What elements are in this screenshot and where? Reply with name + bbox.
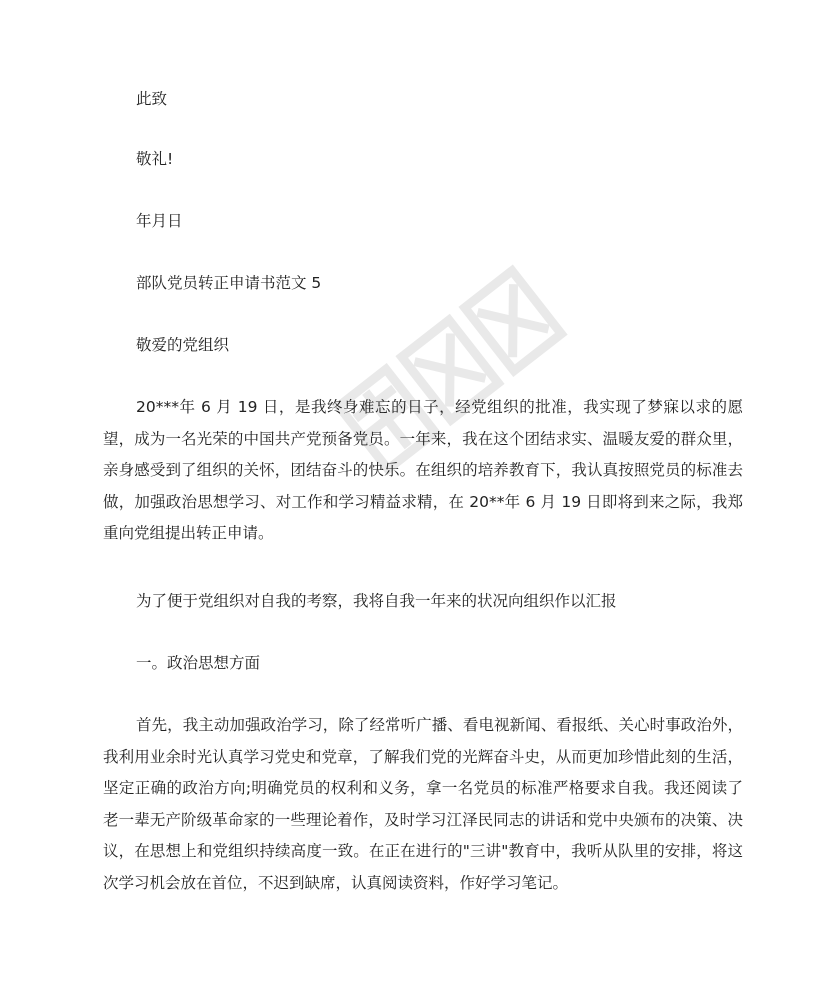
salute-text: 敬礼! bbox=[136, 150, 174, 168]
document-title: 部队党员转正申请书范文 5 bbox=[136, 274, 322, 292]
paragraph-2: 为了便于党组织对自我的考察，我将自我一年来的状况向组织作以汇报 bbox=[136, 592, 617, 610]
section-1-heading: 一。政治思想方面 bbox=[136, 654, 261, 672]
paragraph-3: 首先，我主动加强政治学习，除了经常听广播、看电视新闻、看报纸、关心时事政治外，我利用业余时光认真学习党史和党章，了解我们党的光辉奋斗史，从而更加珍惜此刻的生活，坚定正确的政治方向;明确党员的权利和义务，拿一名党员的标准严格要求自我。我还阅读了老一辈无产阶级革命家的一些理论着作，及时学习江泽民同志的讲话和党中央颁布的决策、决议，在思想上和党组织持续高度一致。在正在进行的"三讲"教育中，我听从队里的安排，将这次学习机会放在首位，不迟到缺席，认真阅读资料，作好学习笔记。 bbox=[103, 716, 743, 892]
paragraph-1: 20***年 6 月 19 日，是我终身难忘的日子，经党组织的批准，我实现了梦寐以求的愿望，成为一名光荣的中国共产党预备党员。一年来，我在这个团结求实、温暖友爱的群众里，亲身感受到了组织的关怀，团结奋斗的快乐。在组织的培养教育下，我认真按照党员的标准去做，加强政治思想学习、对工作和学习精益求精，在 20**年 6 月 19 日即将到来之际，我郑重向党组提出转正申请。 bbox=[103, 398, 743, 542]
greeting-text: 敬爱的党组织 bbox=[136, 336, 230, 354]
closing-text: 此致 bbox=[136, 90, 168, 108]
date-text: 年月日 bbox=[136, 212, 183, 230]
